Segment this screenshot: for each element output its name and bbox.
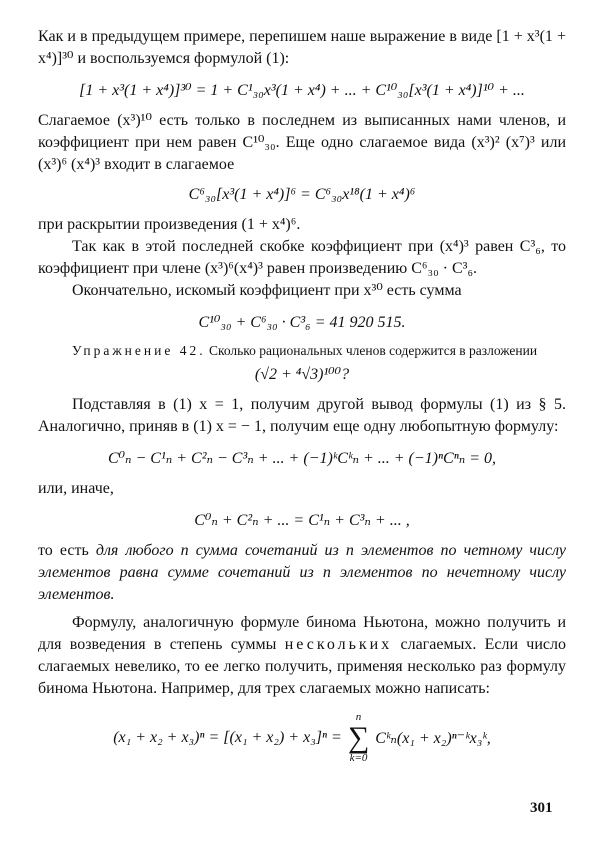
- sum-lower-limit: k=0: [349, 752, 368, 764]
- paragraph-8-plain: то есть: [38, 542, 96, 559]
- paragraph-9-spaced: нескольких: [284, 636, 393, 653]
- paragraph-9: [38, 612, 566, 700]
- paragraph-2: Слагаемое (x³)¹⁰ есть только в последнем из выписанных нами членов, и коэффициент при нем равен C¹⁰₃₀. Еще одно слагаемое вида (x³)² (x⁷)³ или (x³)⁶ (x⁴)³ входит в слагаемое: [38, 112, 566, 173]
- formula-3: C¹⁰₃₀ + C⁶₃₀ · C³₆ = 41 920 515.: [198, 314, 406, 331]
- formula-5: C⁰ₙ + C²ₙ + ... = C¹ₙ + C³ₙ + ... ,: [194, 512, 410, 529]
- paragraph-9-a: Формулу, аналогичную формуле бинома Ньютона, можно получить и для возведения в степень суммы: [38, 614, 566, 653]
- paragraph-3: при раскрытии произведения (1 + x⁴)⁶.: [38, 216, 301, 233]
- paragraph-1: Как и в предыдущем примере, перепишем наше выражение в виде [1 + x³(1 + x⁴)]³⁰ и воспользуемся формулой (1):: [38, 28, 566, 67]
- summation-symbol: [348, 712, 369, 764]
- exercise: [38, 342, 566, 360]
- paragraph-5: Окончательно, искомый коэффициент при x³⁰ есть сумма: [72, 282, 462, 299]
- page-number: 301: [530, 800, 553, 816]
- page-content: [38, 26, 566, 774]
- formula-6: [38, 712, 566, 764]
- paragraph-8-italic: для любого n сумма сочетаний из n элементов по четному числу элементов равна сумме сочетаний из n элементов по нечетному числу элементов.: [38, 542, 566, 603]
- paragraph-6: Подставляя в (1) x = 1, получим другой вывод формулы (1) из § 5. Аналогично, приняв в (1) x = − 1, получим еще одну любопытную формулу:: [38, 396, 566, 435]
- paragraph-4: Так как в этой последней скобке коэффициент при (x⁴)³ равен C³₆, то коэффициент при члене (x³)⁶(x⁴)³ равен произведению C⁶₃₀ · C³₆.: [38, 238, 566, 277]
- sum-upper-limit: n: [355, 711, 362, 723]
- formula-6-right: Cᵏₙ(x₁ + x₂)ⁿ⁻ᵏx₃ᵏ,: [375, 730, 491, 747]
- paragraph-7: или, иначе,: [38, 480, 114, 497]
- formula-4: C⁰ₙ − C¹ₙ + C²ₙ − C³ₙ + ... + (−1)ᵏCᵏₙ + ... + (−1)ⁿCⁿₙ = 0,: [107, 450, 497, 467]
- exercise-formula: (√2 + ⁴√3)¹⁰⁰?: [254, 366, 350, 383]
- paragraph-8: [38, 540, 566, 606]
- paragraph-9-b: слагаемых. Если число слагаемых невелико, то ее легко получить, применяя несколько раз формулу бинома Ньютона. Например, для трех слагаемых можно написать:: [38, 636, 567, 697]
- formula-1: [1 + x³(1 + x⁴)]³⁰ = 1 + C¹₃₀x³(1 + x⁴) + ... + C¹⁰₃₀[x³(1 + x⁴)]¹⁰ + ...: [79, 82, 525, 99]
- formula-6-left: (x₁ + x₂ + x₃)ⁿ = [(x₁ + x₂) + x₃]ⁿ =: [113, 729, 342, 746]
- sigma-icon: ∑: [347, 721, 370, 754]
- exercise-text: Сколько рациональных членов содержится в разложении: [208, 343, 538, 358]
- formula-2: C⁶₃₀[x³(1 + x⁴)]⁶ = C⁶₃₀x¹⁸(1 + x⁴)⁶: [188, 186, 416, 203]
- exercise-label: Упражнение 42.: [72, 343, 206, 358]
